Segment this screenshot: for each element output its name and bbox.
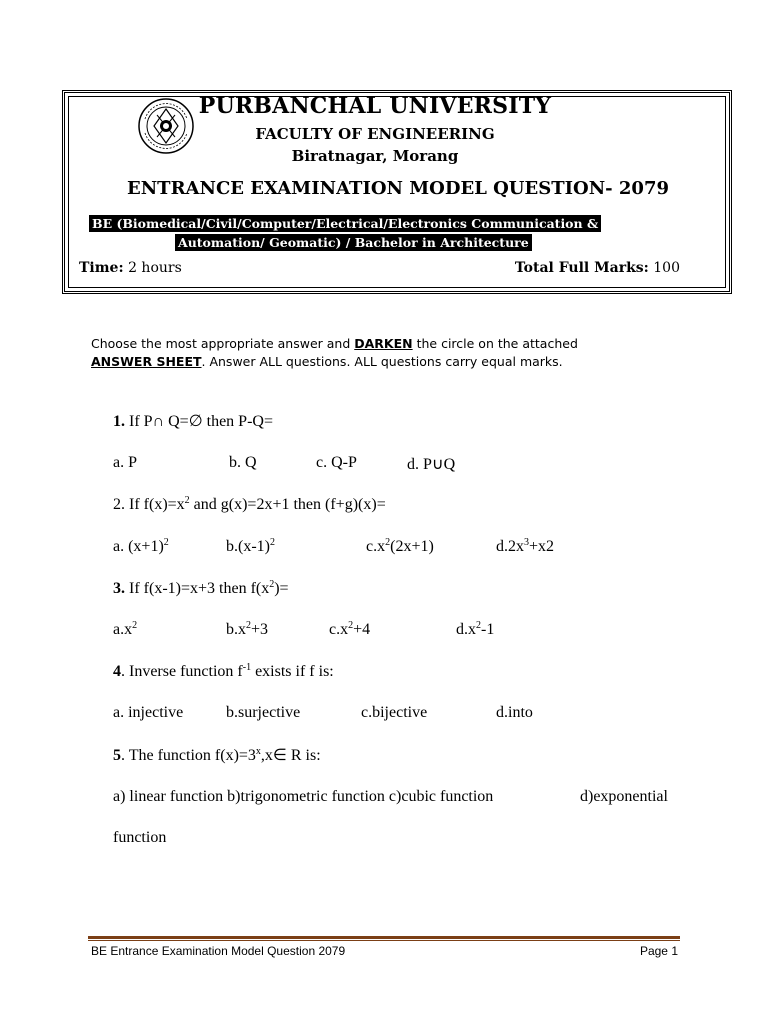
question-4-sup: -1 — [242, 662, 252, 673]
q3-option-b-sup: 2 — [246, 620, 251, 631]
question-1-number: 1. — [113, 413, 125, 430]
q4-option-b: b.surjective — [226, 704, 301, 721]
question-5-text-b: ,x∈ R is: — [260, 747, 321, 764]
question-3-text-b: )= — [274, 580, 289, 597]
university-seal-icon — [137, 97, 195, 155]
question-4 — [113, 663, 334, 681]
question-4-number: 4 — [113, 663, 121, 680]
footer-title: BE Entrance Examination Model Question 2079 — [91, 944, 346, 958]
instructions-darken: DARKEN — [354, 336, 413, 351]
question-1 — [113, 411, 273, 431]
q3-option-a — [113, 621, 137, 639]
question-3-text-a: If f(x-1)=x+3 then f(x — [125, 580, 270, 597]
q1-option-d: d. P∪Q — [407, 456, 456, 473]
q2-option-d-sup: 3 — [524, 537, 529, 548]
q1-option-a: a. P — [113, 454, 137, 471]
q3-option-d — [456, 621, 494, 639]
q2-option-a-sup: 2 — [163, 537, 169, 548]
q3-option-d-text: d.x — [456, 621, 476, 638]
q2-option-b-sup: 2 — [269, 537, 275, 548]
program-line-1: BE (Biomedical/Civil/Computer/Electrical/Electronics Communication & — [89, 215, 601, 232]
question-1-text: If P∩ Q=∅ then P-Q= — [125, 413, 273, 430]
question-5 — [113, 745, 321, 765]
q2-option-c-text: c.x — [366, 538, 386, 555]
q2-option-b-text: b.(x-1) — [226, 538, 270, 555]
q2-option-c-text-b: (2x+1) — [390, 538, 434, 555]
q2-option-b — [226, 538, 275, 556]
marks-value: 100 — [648, 260, 680, 276]
instructions-part-1: Choose the most appropriate answer and — [91, 336, 355, 351]
q1-option-c: c. Q-P — [316, 454, 357, 471]
question-5-sup: x — [255, 746, 261, 757]
q3-option-b — [226, 621, 268, 639]
q4-option-c: c.bijective — [361, 704, 428, 721]
question-4-text-a: . Inverse function f — [121, 663, 243, 680]
q3-option-c — [329, 621, 370, 639]
q3-option-c-sup: 2 — [348, 620, 354, 631]
question-2-number: 2. — [113, 496, 125, 513]
q3-option-a-sup: 2 — [132, 620, 138, 631]
q5-option-d: d)exponential — [580, 788, 668, 805]
question-2-text-b: and g(x)=2x+1 then (f+g)(x)= — [189, 496, 386, 513]
time-label: Time: — [79, 260, 124, 276]
q2-option-c — [366, 538, 434, 556]
faculty-name: FACULTY OF ENGINEERING — [255, 125, 495, 143]
q3-option-d-text-b: -1 — [481, 621, 495, 638]
location: Biratnagar, Morang — [291, 147, 459, 165]
instructions-answer-sheet: ANSWER SHEET — [91, 354, 202, 369]
q3-option-d-sup: 2 — [476, 620, 481, 631]
question-3-number: 3. — [113, 580, 125, 597]
footer-rule-thin — [88, 940, 680, 941]
page-number: Page 1 — [639, 944, 678, 958]
question-3 — [113, 580, 289, 598]
question-3-sup: 2 — [269, 579, 275, 590]
q4-option-a: a. injective — [113, 704, 184, 721]
q2-option-a-text: a. (x+1) — [113, 538, 164, 555]
instructions-part-3: . Answer ALL questions. ALL questions carry equal marks. — [201, 354, 563, 369]
q5-options-abc: a) linear function b)trigonometric function c)cubic function — [113, 788, 494, 805]
marks-label: Total Full Marks: — [514, 260, 649, 276]
q1-option-b: b. Q — [229, 454, 257, 471]
instructions-part-2: the circle on the attached — [412, 336, 578, 351]
time-value: 2 hours — [123, 260, 182, 276]
exam-title: ENTRANCE EXAMINATION MODEL QUESTION- 2079 — [127, 178, 669, 199]
q2-option-a — [113, 538, 169, 556]
question-2-sup: 2 — [184, 495, 190, 506]
question-2-text-a: If f(x)=x — [125, 496, 185, 513]
footer-rule-thick — [88, 936, 680, 939]
question-2 — [113, 496, 386, 514]
q3-option-c-text: c.x — [329, 621, 349, 638]
q2-option-c-sup: 2 — [385, 537, 391, 548]
question-4-text-b: exists if f is: — [251, 663, 334, 680]
q5-option-d-continued: function — [113, 829, 167, 846]
q3-option-b-text-b: +3 — [251, 621, 269, 638]
program-line-2: Automation/ Geomatic) / Bachelor in Architecture — [175, 234, 532, 251]
instructions — [91, 335, 691, 371]
question-5-text-a: . The function f(x)=3 — [121, 747, 256, 764]
q2-option-d-text-b: +x2 — [529, 538, 555, 555]
q3-option-c-text-b: +4 — [353, 621, 371, 638]
q2-option-d — [496, 538, 554, 556]
exam-time — [79, 260, 182, 276]
question-5-number: 5 — [113, 747, 121, 764]
q3-option-a-text: a.x — [113, 621, 133, 638]
q2-option-d-text: d.2x — [496, 538, 524, 555]
full-marks — [515, 260, 680, 276]
q3-option-b-text: b.x — [226, 621, 246, 638]
q4-option-d: d.into — [496, 704, 533, 721]
university-name: PURBANCHAL UNIVERSITY — [198, 93, 552, 119]
